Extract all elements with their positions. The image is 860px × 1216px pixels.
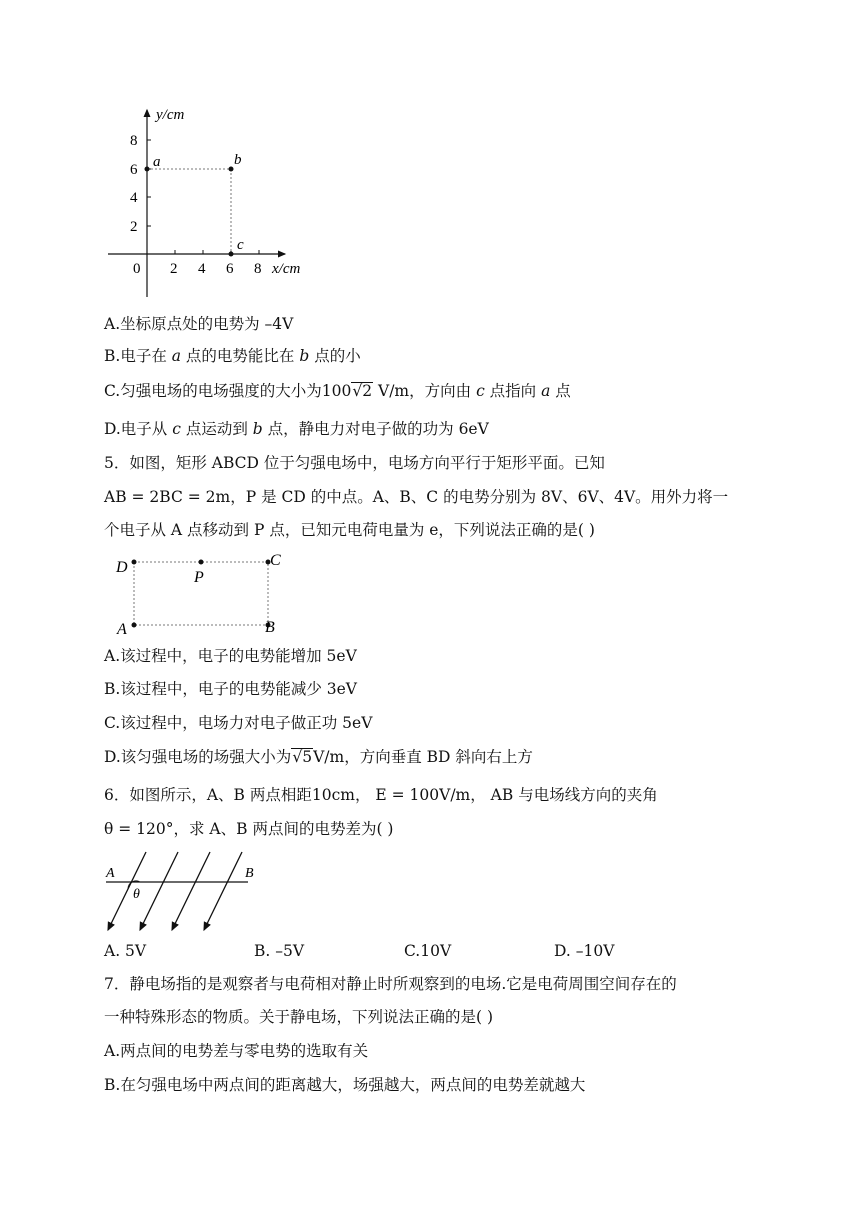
q5-stem-line1: 5．如图，矩形 ABCD 位于匀强电场中，电场方向平行于矩形平面。已知 [104,454,605,472]
label-D: D [116,559,128,576]
q4-option-a: A.坐标原点处的电势为 –4V [104,315,294,333]
y-axis-label: y/cm [156,107,185,123]
q6-option-a: A. 5V [104,942,147,960]
field-line-2 [140,852,178,930]
origin-label: 0 [133,261,141,277]
y-tick-4: 4 [130,190,138,206]
label-theta: θ [133,887,140,902]
label-b: b [234,152,242,168]
x-tick-6: 6 [226,261,234,277]
q5-option-c: C.该过程中，电场力对电子做正功 5eV [104,714,373,732]
label-a: a [153,154,161,170]
q5-stem-line2: AB = 2BC = 2m，P 是 CD 的中点。A、B、C 的电势分别为 8V、6V、4V。用外力将一 [104,488,729,506]
q4-option-b: B.电子在 a 点的电势能比在 b 点的小 [104,347,361,365]
field-line-3 [172,852,210,930]
label-A: A [106,866,115,881]
field-line-1 [108,852,146,930]
q7-option-b: B.在匀强电场中两点间的距离越大，场强越大，两点间的电势差就越大 [104,1076,586,1094]
q7-stem-line1: 7．静电场指的是观察者与电荷相对静止时所观察到的电场.它是电荷周围空间存在的 [104,975,677,993]
x-tick-8: 8 [254,261,262,277]
y-tick-2: 2 [130,219,138,235]
q5-option-b: B.该过程中，电子的电势能减少 3eV [104,680,357,698]
q4-option-c: C.匀强电场的电场强度的大小为100√2 V/m，方向由 c 点指向 a 点 [104,382,571,400]
label-P: P [194,569,204,586]
y-tick-8: 8 [130,133,138,149]
field-line-4 [204,852,242,930]
sqrt-5: √5 [292,748,313,766]
q5-stem-line3: 个电子从 A 点移动到 P 点，已知元电荷电量为 e，下列说法正确的是( ) [104,521,595,539]
rectangle-figure [108,548,293,640]
q6-option-d: D. –10V [554,942,615,960]
label-C: C [270,552,281,569]
q5-option-a: A.该过程中，电子的电势能增加 5eV [104,647,357,665]
sqrt-2: √2 [352,382,373,400]
point-b [229,167,234,172]
q6-option-c: C.10V [404,942,452,960]
x-axis-label: x/cm [272,261,301,277]
x-tick-2: 2 [170,261,178,277]
x-tick-4: 4 [198,261,206,277]
q5-option-d: D.该匀强电场的场强大小为√5V/m，方向垂直 BD 斜向右上方 [104,748,533,766]
y-tick-6: 6 [130,162,138,178]
label-B: B [265,619,275,636]
q6-option-b: B. –5V [254,942,305,960]
q4-option-d: D.电子从 c 点运动到 b 点，静电力对电子做的功为 6eV [104,420,489,438]
label-A: A [117,621,127,638]
label-c: c [237,237,244,253]
field-lines-figure [100,846,270,936]
label-B: B [245,866,254,881]
point-c [229,252,234,257]
q6-stem-line2: θ = 120°，求 A、B 两点间的电势差为( ) [104,820,394,838]
q7-option-a: A.两点间的电势差与零电势的选取有关 [104,1042,369,1060]
coordinate-figure [100,100,320,305]
q6-stem-line1: 6．如图所示，A、B 两点相距10cm， E = 100V/m， AB 与电场线方向的夹角 [104,786,658,804]
q7-stem-line2: 一种特殊形态的物质。关于静电场，下列说法正确的是( ) [104,1008,494,1026]
point-a [145,167,150,172]
